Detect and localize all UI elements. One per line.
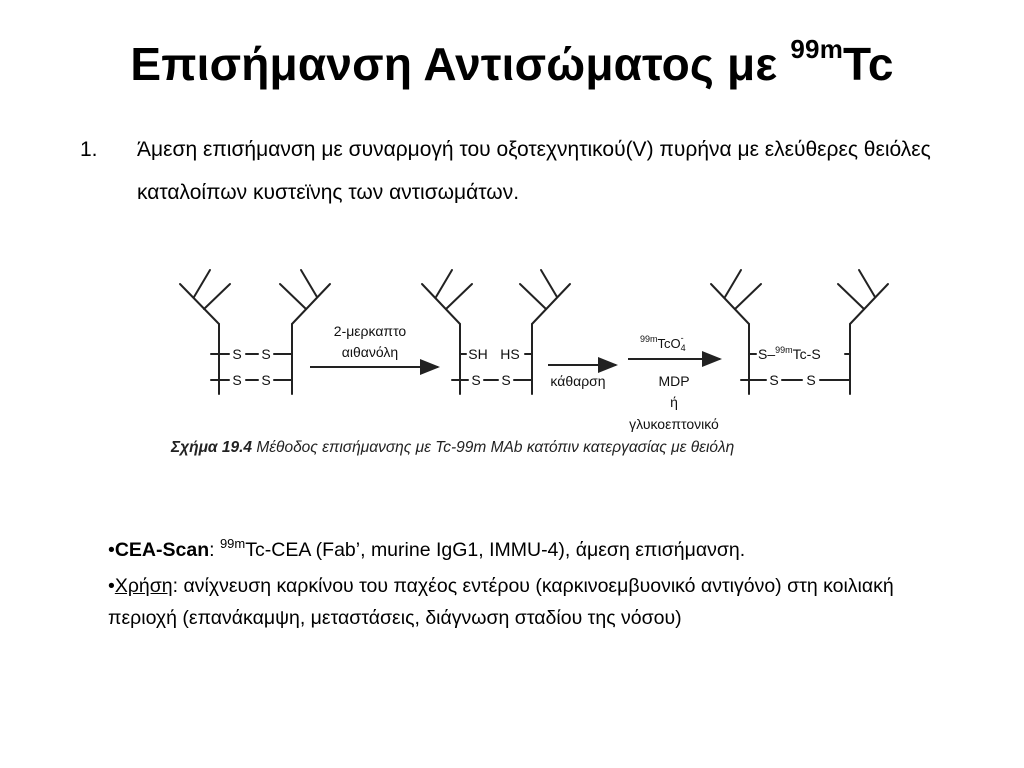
labeling-scheme-figure — [170, 262, 890, 440]
arrow2-reagent-top: $^{99m}$TcO$_4$- — [640, 333, 686, 353]
slide-title — [0, 34, 1024, 91]
bullet-usage — [108, 570, 918, 634]
item-number: 1. — [80, 138, 98, 161]
figure-caption — [171, 439, 891, 457]
bullet-mark: • — [108, 539, 115, 561]
antibody1-sulfur-label: S — [261, 346, 271, 362]
numbered-item-1 — [80, 128, 960, 214]
usage-term: Χρήση — [114, 575, 173, 597]
reagent-label-line1: 2-μερκαπτο — [333, 323, 407, 339]
title-element: Tc — [843, 38, 894, 90]
reagent-label-line2: αιθανόλη — [341, 344, 399, 360]
antibody2-sulfur-label: S — [501, 372, 511, 388]
item-text: Άμεση επισήμανση με συναρμογή του οξοτεχνητικού(V) πυρήνα με ελεύθερες θειόλες καταλοίπων κυστεϊνης των αντισωμάτων. — [137, 138, 931, 204]
reagent-glucoheptonate-label: γλυκοεπτονικό — [629, 416, 719, 432]
figure-caption-text: Μέθοδος επισήμανσης με Tc-99m MAb κατόπιν κατεργασίας με θειόλη — [252, 439, 735, 456]
product-name: CEA-Scan — [114, 539, 210, 561]
purification-label: κάθαρση — [550, 373, 606, 389]
antibody2-thiol-label: SH — [468, 346, 488, 362]
labeled-complex-label: S–$^{99m}$Tc-S — [758, 345, 821, 362]
title-isotope-superscript: 99m — [790, 34, 844, 64]
antibody3-sulfur-label: S — [806, 372, 816, 388]
bullet-list — [108, 528, 918, 638]
antibody2-thiol-label: HS — [500, 346, 520, 362]
antibody1-sulfur-label: S — [232, 346, 242, 362]
reagent-mdp-label: MDP — [658, 373, 690, 389]
antibody-labeled-icon — [711, 270, 888, 394]
usage-description: : ανίχνευση καρκίνου του παχέος εντέρου (καρκινοεμβυονικό αντιγόνο) στη κοιλιακή περιοχή (επανάκαμψη, μεταστάσεις, διάγνωση σταδίου της νόσου) — [108, 575, 894, 629]
figure-number: Σχήμα 19.4 — [171, 439, 253, 456]
antibody1-sulfur-label: S — [232, 372, 242, 388]
antibody-reduced-icon — [422, 270, 570, 394]
antibody1-sulfur-label: S — [261, 372, 271, 388]
antibody3-sulfur-label: S — [769, 372, 779, 388]
isotope-superscript: 99m — [219, 536, 246, 551]
antibody2-sulfur-label: S — [471, 372, 481, 388]
bullet-cea-scan — [108, 528, 918, 566]
reagent-or-label: ή — [670, 394, 678, 410]
antibody-native-icon — [180, 270, 330, 394]
product-description: Tc-CEA (Fab’, murine IgG1, IMMU-4), άμεση επισήμανση. — [245, 539, 746, 561]
title-text: Επισήμανση Αντισώματος με — [130, 38, 791, 90]
bullet-separator: : — [209, 539, 220, 561]
bullet-mark: • — [108, 575, 115, 597]
